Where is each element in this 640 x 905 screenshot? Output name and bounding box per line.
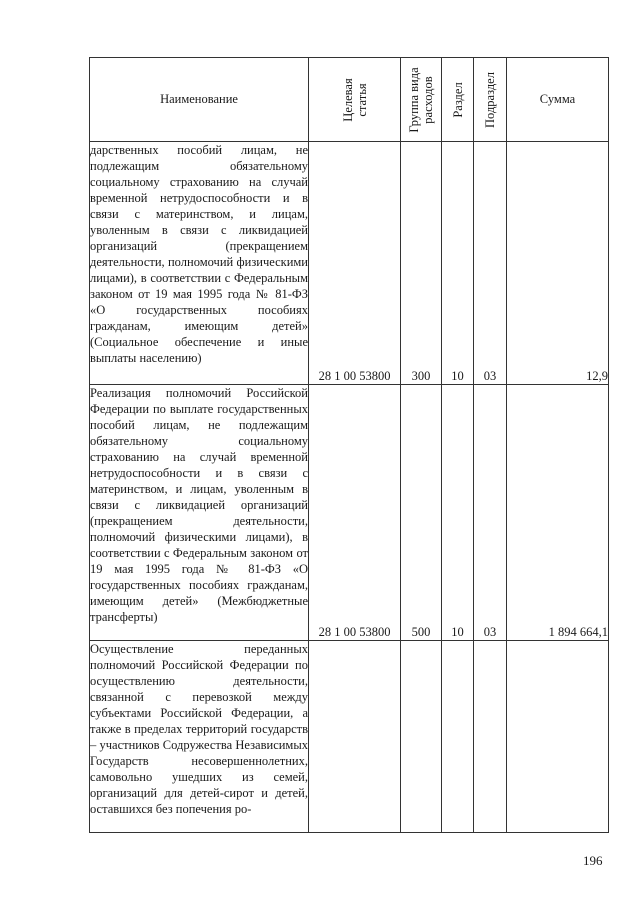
row-name: Осуществление переданных полномочий Российской Федерации по осуществлению деятельности, связанной с перевозкой между субъектами Российской Федерации, а также в пределах территорий государств – участников Содружества Независимых Государств несовершеннолетних, самовольно ушедших из семей, организаций для детей-сирот и детей, оставшихся без попечения ро-: [90, 641, 309, 833]
row-target-article: 28 1 00 53800: [309, 142, 401, 385]
row-section: [442, 641, 474, 833]
row-expense-group: 300: [401, 142, 442, 385]
row-subsection: [474, 641, 507, 833]
row-target-article: [309, 641, 401, 833]
row-name: Реализация полномочий Российской Федерации по выплате государственных пособий лицам, не подлежащим обязательному социальному страхованию на случай временной нетрудоспособности и в связи с материнством, и лицам, уволенным в связи с ликвидацией организаций (прекращением деятельности, полномочий физическими лицами), в соответствии с Федеральным законом от 19 мая 1995 года № 81-ФЗ «О государственных пособиях гражданам, имеющим детей» (Межбюджетные трансферты): [90, 385, 309, 641]
header-target-article: Целевая статья: [309, 58, 401, 142]
table-row: [90, 142, 609, 385]
row-subsection: 03: [474, 385, 507, 641]
row-sum: [507, 641, 609, 833]
row-expense-group: 500: [401, 385, 442, 641]
table-row: [90, 385, 609, 641]
table-header-row: [90, 58, 609, 142]
row-sum: 12,9: [507, 142, 609, 385]
header-subsection: Подраздел: [474, 58, 507, 142]
header-expense-group: Группа вида расходов: [401, 58, 442, 142]
budget-table: [89, 57, 609, 833]
table-row: [90, 641, 609, 833]
row-name: дарственных пособий лицам, не подлежащим обязательному социальному страхованию на случай временной нетрудоспособности и в связи с материнством, и лицам, уволенным в связи с ликвидацией организаций (прекращением деятельности, полномочий физическими лицами), в соответствии с Федеральным законом от 19 мая 1995 года № 81-ФЗ «О государственных пособиях гражданам, имеющим детей» (Социальное обеспечение и иные выплаты населению): [90, 142, 309, 385]
header-section: Раздел: [442, 58, 474, 142]
row-section: 10: [442, 385, 474, 641]
row-subsection: 03: [474, 142, 507, 385]
row-sum: 1 894 664,1: [507, 385, 609, 641]
page-number: 196: [583, 853, 603, 868]
header-sum: Сумма: [507, 58, 609, 142]
row-section: 10: [442, 142, 474, 385]
row-target-article: 28 1 00 53800: [309, 385, 401, 641]
row-expense-group: [401, 641, 442, 833]
header-name: Наименование: [90, 58, 309, 142]
